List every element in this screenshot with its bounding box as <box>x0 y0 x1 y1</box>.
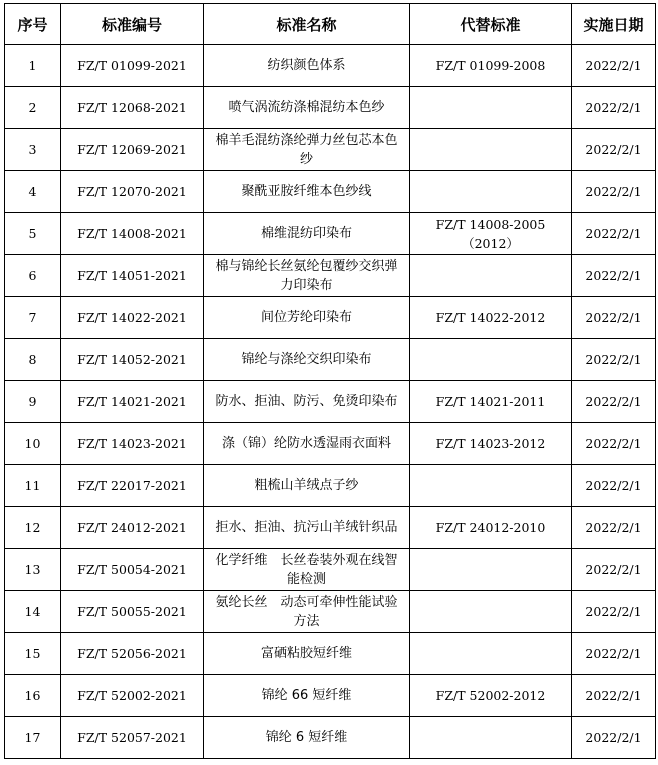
cell-code: FZ/T 14052-2021 <box>61 339 204 381</box>
table-body <box>5 45 656 759</box>
cell-code: FZ/T 12069-2021 <box>61 129 204 171</box>
table-row <box>5 213 656 255</box>
cell-replaces: FZ/T 24012-2010 <box>410 507 572 549</box>
table-row <box>5 297 656 339</box>
cell-index: 1 <box>5 45 61 87</box>
cell-code: FZ/T 14023-2021 <box>61 423 204 465</box>
table-row <box>5 423 656 465</box>
cell-replaces <box>410 339 572 381</box>
cell-code: FZ/T 12070-2021 <box>61 171 204 213</box>
cell-name: 棉羊毛混纺涤纶弹力丝包芯本色纱 <box>204 129 410 171</box>
cell-name: 锦纶 66 短纤维 <box>204 675 410 717</box>
cell-date: 2022/2/1 <box>572 633 656 675</box>
cell-code: FZ/T 12068-2021 <box>61 87 204 129</box>
cell-date: 2022/2/1 <box>572 129 656 171</box>
cell-replaces: FZ/T 14021-2011 <box>410 381 572 423</box>
cell-replaces <box>410 465 572 507</box>
cell-replaces: FZ/T 52002-2012 <box>410 675 572 717</box>
cell-name: 间位芳纶印染布 <box>204 297 410 339</box>
cell-replaces <box>410 129 572 171</box>
cell-replaces <box>410 717 572 759</box>
table-row <box>5 45 656 87</box>
cell-date: 2022/2/1 <box>572 45 656 87</box>
cell-code: FZ/T 14051-2021 <box>61 255 204 297</box>
cell-code: FZ/T 14022-2021 <box>61 297 204 339</box>
cell-index: 16 <box>5 675 61 717</box>
cell-name: 涤（锦）纶防水透湿雨衣面料 <box>204 423 410 465</box>
cell-name: 纺织颜色体系 <box>204 45 410 87</box>
header-index: 序号 <box>5 4 61 45</box>
cell-name: 防水、拒油、防污、免烫印染布 <box>204 381 410 423</box>
table-row <box>5 465 656 507</box>
cell-replaces: FZ/T 14022-2012 <box>410 297 572 339</box>
cell-index: 5 <box>5 213 61 255</box>
cell-index: 4 <box>5 171 61 213</box>
cell-name: 喷气涡流纺涤棉混纺本色纱 <box>204 87 410 129</box>
cell-replaces <box>410 633 572 675</box>
cell-name: 氨纶长丝 动态可牵伸性能试验方法 <box>204 591 410 633</box>
table-row <box>5 633 656 675</box>
cell-date: 2022/2/1 <box>572 717 656 759</box>
cell-code: FZ/T 24012-2021 <box>61 507 204 549</box>
cell-name: 拒水、拒油、抗污山羊绒针织品 <box>204 507 410 549</box>
cell-replaces: FZ/T 14008-2005（2012） <box>410 213 572 255</box>
standards-table <box>4 3 656 759</box>
cell-index: 7 <box>5 297 61 339</box>
cell-index: 17 <box>5 717 61 759</box>
cell-replaces <box>410 255 572 297</box>
cell-code: FZ/T 01099-2021 <box>61 45 204 87</box>
cell-name: 棉与锦纶长丝氨纶包覆纱交织弹力印染布 <box>204 255 410 297</box>
cell-date: 2022/2/1 <box>572 87 656 129</box>
cell-index: 12 <box>5 507 61 549</box>
cell-code: FZ/T 22017-2021 <box>61 465 204 507</box>
cell-date: 2022/2/1 <box>572 297 656 339</box>
cell-date: 2022/2/1 <box>572 675 656 717</box>
table-row <box>5 129 656 171</box>
cell-index: 14 <box>5 591 61 633</box>
table-row <box>5 255 656 297</box>
cell-code: FZ/T 14021-2021 <box>61 381 204 423</box>
cell-date: 2022/2/1 <box>572 255 656 297</box>
cell-name: 富硒粘胶短纤维 <box>204 633 410 675</box>
cell-index: 9 <box>5 381 61 423</box>
cell-date: 2022/2/1 <box>572 171 656 213</box>
cell-replaces: FZ/T 01099-2008 <box>410 45 572 87</box>
table-row <box>5 339 656 381</box>
header-date: 实施日期 <box>572 4 656 45</box>
cell-replaces <box>410 171 572 213</box>
cell-code: FZ/T 50054-2021 <box>61 549 204 591</box>
table-row <box>5 507 656 549</box>
cell-date: 2022/2/1 <box>572 339 656 381</box>
cell-index: 15 <box>5 633 61 675</box>
cell-name: 棉维混纺印染布 <box>204 213 410 255</box>
cell-replaces <box>410 87 572 129</box>
cell-name: 锦纶 6 短纤维 <box>204 717 410 759</box>
cell-name: 聚酰亚胺纤维本色纱线 <box>204 171 410 213</box>
cell-replaces <box>410 549 572 591</box>
table-row <box>5 87 656 129</box>
cell-code: FZ/T 52002-2021 <box>61 675 204 717</box>
cell-index: 11 <box>5 465 61 507</box>
cell-date: 2022/2/1 <box>572 213 656 255</box>
cell-index: 13 <box>5 549 61 591</box>
header-replaces: 代替标准 <box>410 4 572 45</box>
cell-name: 粗梳山羊绒点子纱 <box>204 465 410 507</box>
cell-replaces: FZ/T 14023-2012 <box>410 423 572 465</box>
cell-index: 10 <box>5 423 61 465</box>
cell-date: 2022/2/1 <box>572 465 656 507</box>
cell-date: 2022/2/1 <box>572 381 656 423</box>
table-row <box>5 717 656 759</box>
cell-replaces <box>410 591 572 633</box>
cell-date: 2022/2/1 <box>572 507 656 549</box>
cell-name: 锦纶与涤纶交织印染布 <box>204 339 410 381</box>
cell-code: FZ/T 52057-2021 <box>61 717 204 759</box>
cell-index: 2 <box>5 87 61 129</box>
table-row <box>5 549 656 591</box>
cell-code: FZ/T 14008-2021 <box>61 213 204 255</box>
table-row <box>5 591 656 633</box>
cell-name: 化学纤维 长丝卷装外观在线智能检测 <box>204 549 410 591</box>
cell-date: 2022/2/1 <box>572 423 656 465</box>
cell-index: 8 <box>5 339 61 381</box>
cell-date: 2022/2/1 <box>572 591 656 633</box>
table-row <box>5 171 656 213</box>
header-name: 标准名称 <box>204 4 410 45</box>
table-row <box>5 381 656 423</box>
table-row <box>5 675 656 717</box>
cell-code: FZ/T 50055-2021 <box>61 591 204 633</box>
header-row <box>5 4 656 45</box>
header-code: 标准编号 <box>61 4 204 45</box>
cell-index: 6 <box>5 255 61 297</box>
cell-index: 3 <box>5 129 61 171</box>
cell-code: FZ/T 52056-2021 <box>61 633 204 675</box>
cell-date: 2022/2/1 <box>572 549 656 591</box>
